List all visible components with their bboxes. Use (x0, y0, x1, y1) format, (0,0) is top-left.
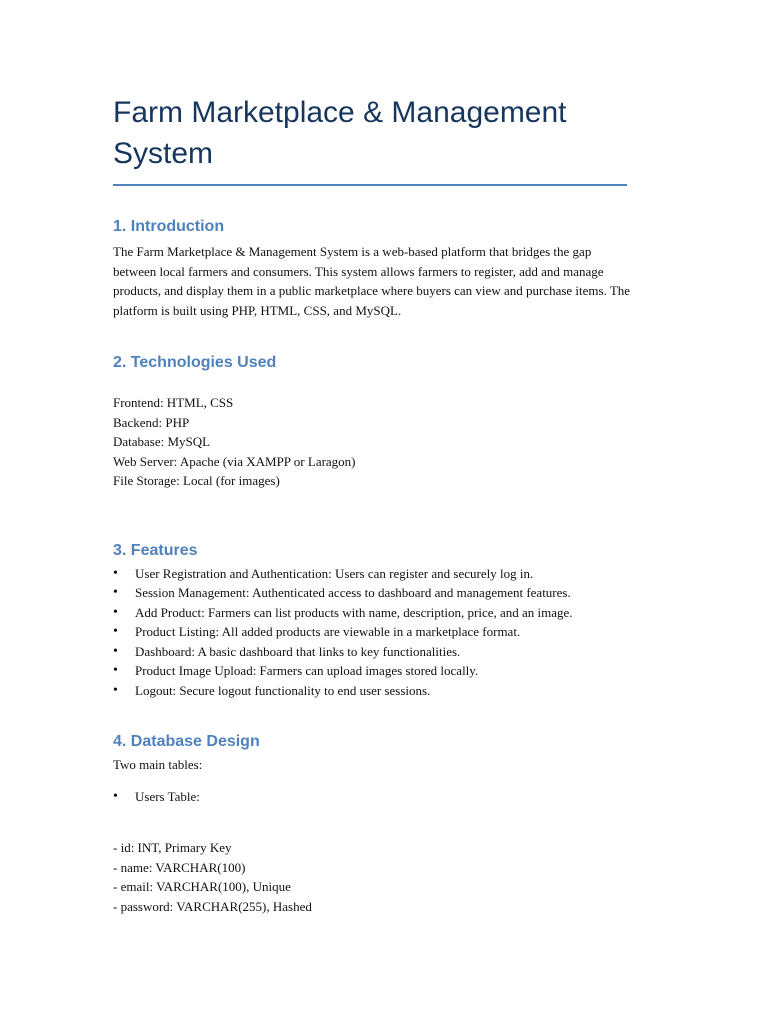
bullet-icon: • (113, 565, 118, 581)
feature-item (113, 661, 633, 681)
bullet-icon: • (113, 643, 118, 659)
document-title: Farm Marketplace & Management System (113, 96, 567, 170)
technology-item-web-server: Web Server: Apache (via XAMPP or Laragon) (113, 453, 356, 469)
database-heading: 4. Database Design (113, 733, 260, 750)
introduction-paragraph: The Farm Marketplace & Management System is a web-based platform that bridges the gap between local farmers and consumers. This system allows farmers to register, add and manage products, and display them in a public marketplace where buyers can view and purchase items. The platform is built using PHP, HTML, CSS, and MySQL. (113, 244, 631, 318)
database-table-name: Users Table: (135, 788, 200, 804)
technologies-list (113, 393, 633, 491)
database-table-item (113, 787, 633, 807)
feature-text: Session Management: Authenticated access to dashboard and management features. (135, 585, 571, 600)
field-password: - password: VARCHAR(255), Hashed (113, 898, 312, 914)
technology-item-frontend: Frontend: HTML, CSS (113, 395, 234, 410)
features-list (113, 564, 633, 701)
features-heading: 3. Features (113, 541, 198, 559)
document-content (113, 92, 633, 916)
database-tables-list (113, 787, 633, 807)
bullet-icon: • (113, 585, 118, 600)
feature-item (113, 583, 633, 603)
field-id: - id: INT, Primary Key (113, 840, 232, 855)
bullet-icon: • (113, 663, 118, 678)
bullet-icon: • (113, 604, 118, 620)
feature-text: Add Product: Farmers can list products with name, description, price, and an image. (135, 604, 573, 620)
technology-item-database: Database: MySQL (113, 434, 211, 449)
feature-item (113, 603, 633, 623)
feature-text: Logout: Secure logout functionality to end user sessions. (135, 682, 431, 698)
technology-item-backend: Backend: PHP (113, 414, 190, 430)
bullet-icon: • (113, 624, 118, 639)
feature-text: Product Image Upload: Farmers can upload images stored locally. (135, 663, 479, 678)
users-table-fields (113, 838, 633, 916)
technologies-heading: 2. Technologies Used (113, 354, 277, 371)
introduction-heading: 1. Introduction (113, 218, 225, 235)
field-name: - name: VARCHAR(100) (113, 859, 246, 875)
feature-item (113, 564, 633, 584)
feature-text: User Registration and Authentication: Users can register and securely log in. (135, 565, 534, 581)
feature-item (113, 642, 633, 662)
bullet-icon: • (113, 788, 118, 804)
feature-item (113, 622, 633, 642)
field-email: - email: VARCHAR(100), Unique (113, 879, 291, 894)
title-divider (113, 184, 627, 186)
database-intro: Two main tables: (113, 757, 203, 772)
technology-item-file-storage: File Storage: Local (for images) (113, 473, 280, 488)
bullet-icon: • (113, 682, 118, 698)
feature-item (113, 681, 633, 701)
feature-text: Dashboard: A basic dashboard that links to key functionalities. (135, 643, 461, 659)
feature-text: Product Listing: All added products are viewable in a marketplace format. (135, 624, 521, 639)
